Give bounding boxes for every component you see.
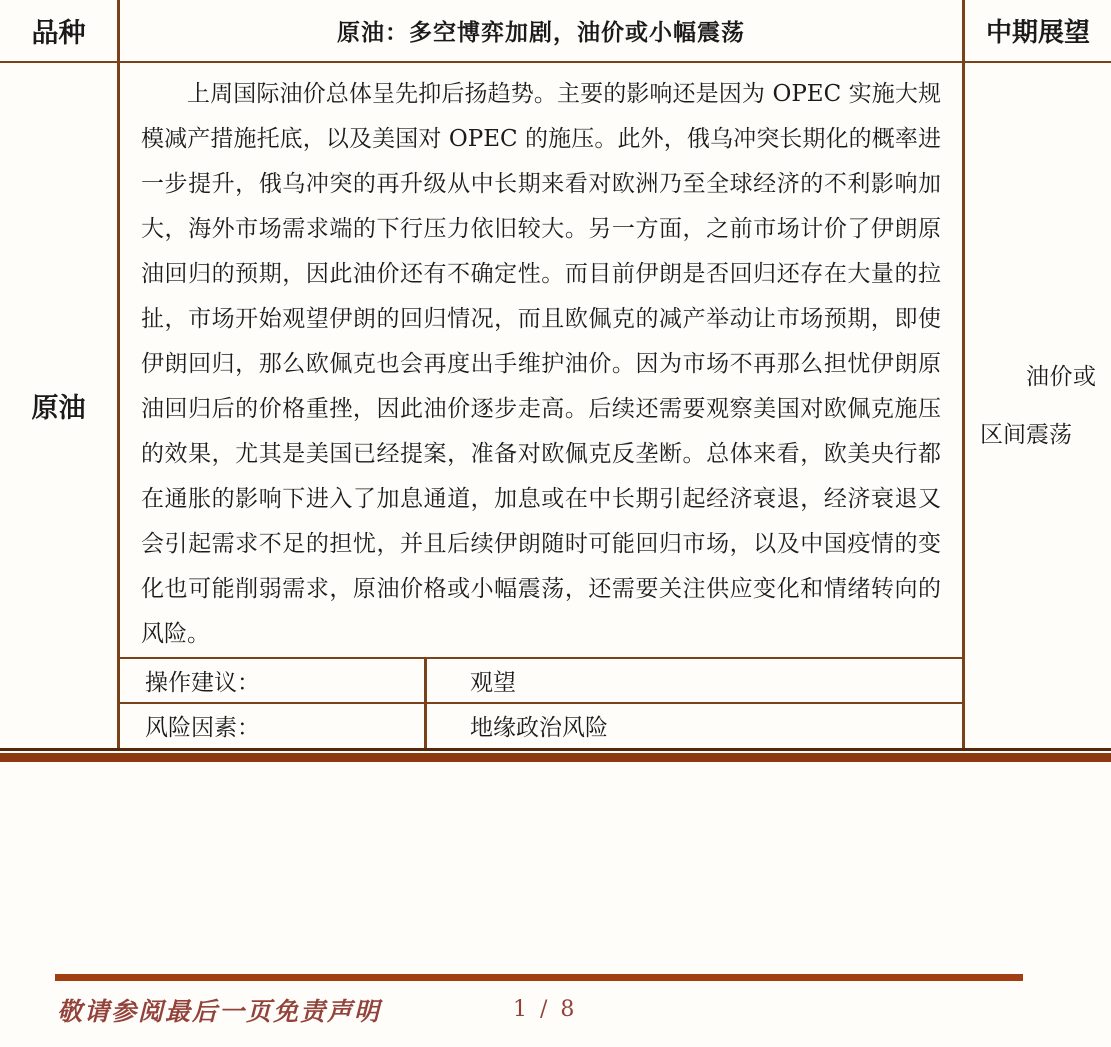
header-variety-column: 品种 [31,18,86,49]
risk-value: 地缘政治风险 [470,714,608,741]
variety-label: 原油 [31,393,86,424]
risk-label: 风险因素： [145,714,260,741]
outlook-text: 油价或区间震荡 [980,363,1096,448]
footer-rule-line [55,974,1023,981]
advice-value: 观望 [470,670,516,696]
outlook-cell [965,63,1111,748]
table-bottom-thin-line [0,748,1111,751]
analysis-paragraph: 上周国际油价总体呈先抑后扬趋势。主要的影响还是因为 OPEC 实施大规模减产措施托底，以及美国对 OPEC 的施压。此外，俄乌冲突长期化的概率进一步提升，俄乌冲突的再升级从中长期来看对欧洲乃至全球经济的不利影响加大，海外市场需求端的下行压力依旧较大。另一方面，之前市场计价了伊朗原油回归的预期，因此油价还有不确定性。而目前伊朗是否回归还存在大量的拉扯，市场开始观望伊朗的回归情况，而且欧佩克的减产举动让市场预期，即使伊朗回归，那么欧佩克也会再度出手维护油价。因为市场不再那么担忧伊朗原油回归后的价格重挫，因此油价逐步走高。后续还需要观察美国对欧佩克施压的效果，尤其是美国已经提案，准备对欧佩克反垄断。总体来看，欧美央行都在通胀的影响下进入了加息通道，加息或在中长期引起经济衰退，经济衰退又会引起需求不足的担忧，并且后续伊朗随时可能回归市场，以及中国疫情的变化也可能削弱需求，原油价格或小幅震荡，还需要关注供应变化和情绪转向的风险。 [141,81,941,647]
footer-disclaimer: 敬请参阅最后一页免责声明 [57,997,382,1026]
header-report-title: 原油：多空博弈加剧，油价或小幅震荡 [337,19,745,46]
footer-page-number: 1 / 8 [513,997,578,1022]
advice-label: 操作建议： [145,670,260,696]
header-outlook-column: 中期展望 [985,18,1090,48]
table-bottom-thick-bar [0,753,1111,762]
